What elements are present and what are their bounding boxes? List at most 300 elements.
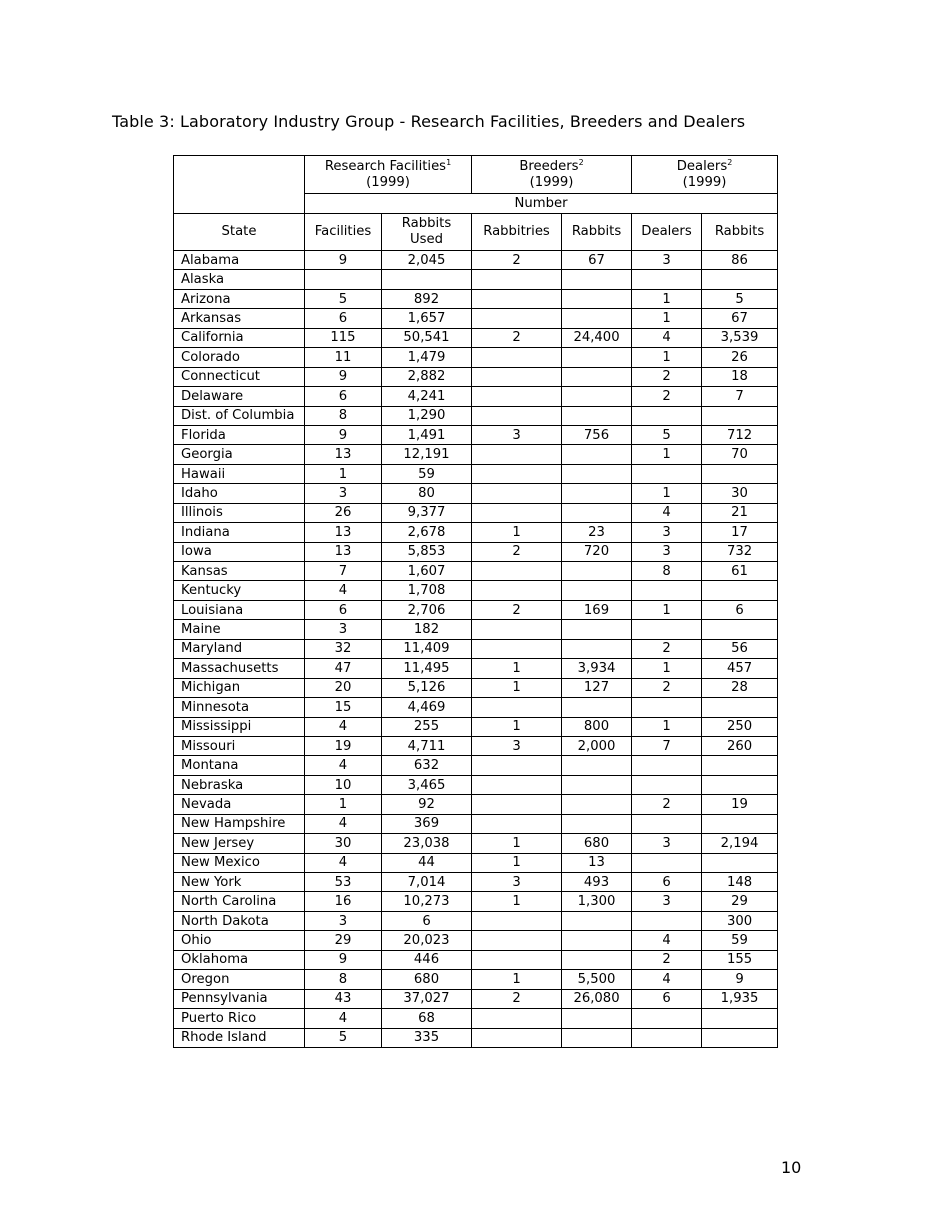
- dealer-rabbits-cell: [702, 1028, 778, 1047]
- col-header-facilities: Facilities: [305, 214, 382, 251]
- dealer-rabbits-cell: [702, 775, 778, 794]
- rabbits-used-cell: 50,541: [382, 328, 472, 347]
- rabbitries-cell: [472, 562, 562, 581]
- table-row: [174, 406, 778, 425]
- col-header-dealer-rabbits: Rabbits: [702, 214, 778, 251]
- rabbitries-cell: [472, 406, 562, 425]
- table-row: [174, 251, 778, 270]
- dealers-cell: 1: [632, 309, 702, 328]
- dealer-rabbits-cell: [702, 853, 778, 872]
- state-cell: Minnesota: [174, 698, 305, 717]
- dealers-cell: [632, 270, 702, 289]
- group-dealers: Dealers$^2$ (1999): [632, 156, 778, 194]
- facilities-cell: 3: [305, 911, 382, 930]
- dealer-rabbits-cell: 28: [702, 678, 778, 697]
- page-number: 10: [781, 1158, 802, 1177]
- rabbits-used-cell: 182: [382, 620, 472, 639]
- lab-industry-table: [173, 155, 778, 1048]
- breeder-rabbits-cell: 720: [562, 542, 632, 561]
- rabbitries-cell: [472, 581, 562, 600]
- rabbits-used-cell: 10,273: [382, 892, 472, 911]
- table-row: [174, 348, 778, 367]
- dealers-cell: 6: [632, 873, 702, 892]
- breeder-rabbits-cell: 756: [562, 425, 632, 444]
- rabbitries-cell: [472, 639, 562, 658]
- facilities-cell: 3: [305, 620, 382, 639]
- breeder-rabbits-cell: [562, 464, 632, 483]
- dealers-cell: [632, 406, 702, 425]
- rabbits-used-cell: 255: [382, 717, 472, 736]
- table-row: [174, 523, 778, 542]
- facilities-cell: 9: [305, 950, 382, 969]
- state-cell: New Jersey: [174, 834, 305, 853]
- facilities-cell: 13: [305, 542, 382, 561]
- facilities-cell: 13: [305, 445, 382, 464]
- rabbits-used-cell: 2,678: [382, 523, 472, 542]
- breeder-rabbits-cell: 1,300: [562, 892, 632, 911]
- dealers-cell: 1: [632, 659, 702, 678]
- dealer-rabbits-cell: 5: [702, 289, 778, 308]
- rabbits-used-cell: 92: [382, 795, 472, 814]
- dealer-rabbits-cell: 6: [702, 600, 778, 619]
- breeder-rabbits-cell: [562, 406, 632, 425]
- dealers-cell: [632, 756, 702, 775]
- state-cell: Georgia: [174, 445, 305, 464]
- dealers-cell: 3: [632, 523, 702, 542]
- table-row: [174, 814, 778, 833]
- dealer-rabbits-cell: 86: [702, 251, 778, 270]
- col-header-rabbitries: Rabbitries: [472, 214, 562, 251]
- rabbitries-cell: [472, 950, 562, 969]
- breeder-rabbits-cell: 23: [562, 523, 632, 542]
- dealer-rabbits-cell: 712: [702, 425, 778, 444]
- state-cell: North Dakota: [174, 911, 305, 930]
- dealer-rabbits-cell: 17: [702, 523, 778, 542]
- table-row: [174, 911, 778, 930]
- facilities-cell: 3: [305, 484, 382, 503]
- breeder-rabbits-cell: 169: [562, 600, 632, 619]
- dealers-cell: [632, 1009, 702, 1028]
- breeder-rabbits-cell: 127: [562, 678, 632, 697]
- dealer-rabbits-cell: [702, 581, 778, 600]
- breeder-rabbits-cell: 3,934: [562, 659, 632, 678]
- facilities-cell: 4: [305, 717, 382, 736]
- facilities-cell: [305, 270, 382, 289]
- rabbits-used-cell: 20,023: [382, 931, 472, 950]
- rabbitries-cell: [472, 911, 562, 930]
- dealer-rabbits-cell: 19: [702, 795, 778, 814]
- state-cell: New Mexico: [174, 853, 305, 872]
- state-cell: Massachusetts: [174, 659, 305, 678]
- rabbits-used-cell: 7,014: [382, 873, 472, 892]
- rabbits-used-cell: 335: [382, 1028, 472, 1047]
- state-cell: Kansas: [174, 562, 305, 581]
- table-row: [174, 387, 778, 406]
- dealer-rabbits-cell: 26: [702, 348, 778, 367]
- state-cell: Missouri: [174, 736, 305, 755]
- state-cell: Kentucky: [174, 581, 305, 600]
- facilities-cell: 29: [305, 931, 382, 950]
- table-row: [174, 270, 778, 289]
- state-cell: Alabama: [174, 251, 305, 270]
- dealers-cell: 1: [632, 484, 702, 503]
- table-row: [174, 620, 778, 639]
- state-cell: Maryland: [174, 639, 305, 658]
- rabbits-used-cell: 446: [382, 950, 472, 969]
- dealers-cell: 4: [632, 503, 702, 522]
- rabbitries-cell: 1: [472, 892, 562, 911]
- rabbitries-cell: 2: [472, 600, 562, 619]
- dealers-cell: [632, 620, 702, 639]
- dealer-rabbits-cell: 56: [702, 639, 778, 658]
- state-cell: Hawaii: [174, 464, 305, 483]
- rabbits-used-cell: 11,409: [382, 639, 472, 658]
- rabbits-used-cell: 369: [382, 814, 472, 833]
- state-cell: Florida: [174, 425, 305, 444]
- breeder-rabbits-cell: [562, 503, 632, 522]
- rabbitries-cell: 2: [472, 251, 562, 270]
- col-header-breeder-rabbits: Rabbits: [562, 214, 632, 251]
- dealer-rabbits-cell: 1,935: [702, 989, 778, 1008]
- dealers-cell: [632, 581, 702, 600]
- facilities-cell: 7: [305, 562, 382, 581]
- dealers-cell: [632, 698, 702, 717]
- rabbits-used-cell: 1,491: [382, 425, 472, 444]
- breeder-rabbits-cell: [562, 367, 632, 386]
- dealers-cell: 1: [632, 600, 702, 619]
- facilities-cell: 19: [305, 736, 382, 755]
- facilities-cell: 13: [305, 523, 382, 542]
- table-row: [174, 445, 778, 464]
- rabbits-used-cell: 3,465: [382, 775, 472, 794]
- facilities-cell: 1: [305, 795, 382, 814]
- table-row: [174, 931, 778, 950]
- facilities-cell: 6: [305, 387, 382, 406]
- state-cell: California: [174, 328, 305, 347]
- facilities-cell: 1: [305, 464, 382, 483]
- rabbitries-cell: 2: [472, 989, 562, 1008]
- dealer-rabbits-cell: 70: [702, 445, 778, 464]
- state-cell: Connecticut: [174, 367, 305, 386]
- rabbitries-cell: 1: [472, 853, 562, 872]
- rabbitries-cell: [472, 348, 562, 367]
- table-row: [174, 775, 778, 794]
- rabbits-used-cell: 2,882: [382, 367, 472, 386]
- table-row: [174, 581, 778, 600]
- rabbits-used-cell: 12,191: [382, 445, 472, 464]
- dealer-rabbits-cell: 260: [702, 736, 778, 755]
- dealers-cell: [632, 775, 702, 794]
- rabbitries-cell: 1: [472, 717, 562, 736]
- breeder-rabbits-cell: [562, 931, 632, 950]
- breeder-rabbits-cell: 800: [562, 717, 632, 736]
- state-cell: Arizona: [174, 289, 305, 308]
- rabbits-used-cell: 5,126: [382, 678, 472, 697]
- rabbitries-cell: [472, 387, 562, 406]
- table-row: [174, 795, 778, 814]
- breeder-rabbits-cell: [562, 387, 632, 406]
- table-row: [174, 464, 778, 483]
- rabbits-used-cell: 44: [382, 853, 472, 872]
- rabbits-used-cell: 1,607: [382, 562, 472, 581]
- group-header-row: [174, 156, 778, 194]
- state-cell: Illinois: [174, 503, 305, 522]
- rabbits-used-cell: 11,495: [382, 659, 472, 678]
- rabbits-used-cell: 1,657: [382, 309, 472, 328]
- table-row: [174, 678, 778, 697]
- state-cell: Louisiana: [174, 600, 305, 619]
- table-row: [174, 736, 778, 755]
- dealer-rabbits-cell: [702, 756, 778, 775]
- rabbits-used-cell: 37,027: [382, 989, 472, 1008]
- breeder-rabbits-cell: 26,080: [562, 989, 632, 1008]
- dealer-rabbits-cell: 155: [702, 950, 778, 969]
- dealer-rabbits-cell: 67: [702, 309, 778, 328]
- table-row: [174, 542, 778, 561]
- dealers-cell: 3: [632, 892, 702, 911]
- rabbits-used-cell: 4,241: [382, 387, 472, 406]
- breeder-rabbits-cell: [562, 775, 632, 794]
- dealers-cell: 7: [632, 736, 702, 755]
- breeder-rabbits-cell: [562, 814, 632, 833]
- dealers-cell: 1: [632, 348, 702, 367]
- table-row: [174, 698, 778, 717]
- rabbitries-cell: [472, 484, 562, 503]
- table-caption: Table 3: Laboratory Industry Group - Research Facilities, Breeders and Dealers: [112, 112, 746, 131]
- breeder-rabbits-cell: [562, 270, 632, 289]
- rabbitries-cell: 3: [472, 425, 562, 444]
- rabbitries-cell: [472, 775, 562, 794]
- facilities-cell: 5: [305, 1028, 382, 1047]
- breeder-rabbits-cell: [562, 698, 632, 717]
- dealers-cell: 2: [632, 795, 702, 814]
- breeder-rabbits-cell: [562, 756, 632, 775]
- breeder-rabbits-cell: [562, 639, 632, 658]
- group-research-facilities: Research Facilities$^1$ (1999): [305, 156, 472, 194]
- col-header-state: State: [174, 214, 305, 251]
- dealers-cell: 3: [632, 542, 702, 561]
- rabbitries-cell: [472, 445, 562, 464]
- table-row: [174, 892, 778, 911]
- facilities-cell: 9: [305, 425, 382, 444]
- rabbitries-cell: 2: [472, 542, 562, 561]
- state-cell: Nevada: [174, 795, 305, 814]
- dealers-cell: 3: [632, 251, 702, 270]
- rabbits-used-cell: 1,290: [382, 406, 472, 425]
- rabbitries-cell: [472, 814, 562, 833]
- state-cell: New York: [174, 873, 305, 892]
- table-row: [174, 600, 778, 619]
- facilities-cell: 115: [305, 328, 382, 347]
- rabbitries-cell: 3: [472, 873, 562, 892]
- table-row: [174, 834, 778, 853]
- facilities-cell: 53: [305, 873, 382, 892]
- dealers-cell: 6: [632, 989, 702, 1008]
- table-row: [174, 1028, 778, 1047]
- breeder-rabbits-cell: 13: [562, 853, 632, 872]
- dealer-rabbits-cell: 457: [702, 659, 778, 678]
- breeder-rabbits-cell: [562, 1009, 632, 1028]
- facilities-cell: 10: [305, 775, 382, 794]
- table-row: [174, 289, 778, 308]
- breeder-rabbits-cell: [562, 484, 632, 503]
- rabbits-used-cell: 5,853: [382, 542, 472, 561]
- rabbits-used-cell: 1,479: [382, 348, 472, 367]
- rabbitries-cell: [472, 367, 562, 386]
- breeder-rabbits-cell: [562, 795, 632, 814]
- rabbitries-cell: [472, 309, 562, 328]
- table-row: [174, 873, 778, 892]
- state-cell: Nebraska: [174, 775, 305, 794]
- rabbitries-cell: [472, 270, 562, 289]
- blank-corner-cell: [174, 156, 305, 214]
- facilities-cell: 4: [305, 1009, 382, 1028]
- state-cell: Pennsylvania: [174, 989, 305, 1008]
- state-cell: Colorado: [174, 348, 305, 367]
- rabbits-used-cell: 2,045: [382, 251, 472, 270]
- rabbitries-cell: 2: [472, 328, 562, 347]
- facilities-cell: 15: [305, 698, 382, 717]
- dealers-cell: 4: [632, 970, 702, 989]
- rabbitries-cell: [472, 756, 562, 775]
- state-cell: Puerto Rico: [174, 1009, 305, 1028]
- rabbits-used-cell: 680: [382, 970, 472, 989]
- rabbitries-cell: [472, 620, 562, 639]
- dealer-rabbits-cell: 59: [702, 931, 778, 950]
- state-cell: Michigan: [174, 678, 305, 697]
- dealers-cell: [632, 1028, 702, 1047]
- facilities-cell: 32: [305, 639, 382, 658]
- rabbitries-cell: [472, 698, 562, 717]
- rabbitries-cell: 1: [472, 523, 562, 542]
- rabbitries-cell: [472, 503, 562, 522]
- rabbitries-cell: [472, 795, 562, 814]
- state-cell: Delaware: [174, 387, 305, 406]
- rabbitries-cell: 1: [472, 834, 562, 853]
- table-row: [174, 756, 778, 775]
- state-cell: Maine: [174, 620, 305, 639]
- rabbits-used-cell: 59: [382, 464, 472, 483]
- facilities-cell: 4: [305, 756, 382, 775]
- dealer-rabbits-cell: 9: [702, 970, 778, 989]
- dealers-cell: 2: [632, 950, 702, 969]
- table-row: [174, 950, 778, 969]
- table-row: [174, 639, 778, 658]
- table-body: [174, 251, 778, 1048]
- breeder-rabbits-cell: [562, 309, 632, 328]
- rabbitries-cell: 1: [472, 659, 562, 678]
- facilities-cell: 8: [305, 406, 382, 425]
- dealer-rabbits-cell: 61: [702, 562, 778, 581]
- rabbits-used-cell: 23,038: [382, 834, 472, 853]
- state-cell: Iowa: [174, 542, 305, 561]
- rabbits-used-cell: 632: [382, 756, 472, 775]
- rabbitries-cell: 1: [472, 678, 562, 697]
- rabbitries-cell: 3: [472, 736, 562, 755]
- dealers-cell: 5: [632, 425, 702, 444]
- dealers-cell: 2: [632, 387, 702, 406]
- breeder-rabbits-cell: [562, 445, 632, 464]
- facilities-cell: 26: [305, 503, 382, 522]
- facilities-cell: 9: [305, 367, 382, 386]
- state-cell: New Hampshire: [174, 814, 305, 833]
- dealers-cell: 1: [632, 289, 702, 308]
- table-row: [174, 1009, 778, 1028]
- breeder-rabbits-cell: 5,500: [562, 970, 632, 989]
- breeder-rabbits-cell: [562, 620, 632, 639]
- table-row: [174, 367, 778, 386]
- unit-label: Number: [305, 194, 778, 214]
- rabbitries-cell: [472, 464, 562, 483]
- col-header-dealers: Dealers: [632, 214, 702, 251]
- dealer-rabbits-cell: 250: [702, 717, 778, 736]
- breeder-rabbits-cell: [562, 950, 632, 969]
- rabbitries-cell: [472, 1009, 562, 1028]
- dealers-cell: [632, 814, 702, 833]
- rabbits-used-cell: 68: [382, 1009, 472, 1028]
- dealers-cell: 2: [632, 367, 702, 386]
- table-row: [174, 659, 778, 678]
- dealers-cell: 8: [632, 562, 702, 581]
- rabbits-used-cell: 4,469: [382, 698, 472, 717]
- dealer-rabbits-cell: [702, 698, 778, 717]
- breeder-rabbits-cell: 24,400: [562, 328, 632, 347]
- table-row: [174, 309, 778, 328]
- dealer-rabbits-cell: 148: [702, 873, 778, 892]
- dealer-rabbits-cell: 21: [702, 503, 778, 522]
- breeder-rabbits-cell: 493: [562, 873, 632, 892]
- table-row: [174, 562, 778, 581]
- breeder-rabbits-cell: 680: [562, 834, 632, 853]
- breeder-rabbits-cell: [562, 289, 632, 308]
- rabbitries-cell: [472, 931, 562, 950]
- dealers-cell: 2: [632, 639, 702, 658]
- col-header-rabbits-used: Rabbits Used: [382, 214, 472, 251]
- facilities-cell: 4: [305, 581, 382, 600]
- state-cell: Dist. of Columbia: [174, 406, 305, 425]
- table-row: [174, 425, 778, 444]
- table-row: [174, 503, 778, 522]
- dealer-rabbits-cell: 3,539: [702, 328, 778, 347]
- dealers-cell: [632, 853, 702, 872]
- dealers-cell: 1: [632, 445, 702, 464]
- state-cell: Alaska: [174, 270, 305, 289]
- facilities-cell: 6: [305, 309, 382, 328]
- facilities-cell: 6: [305, 600, 382, 619]
- dealers-cell: 2: [632, 678, 702, 697]
- breeder-rabbits-cell: 67: [562, 251, 632, 270]
- dealers-cell: 3: [632, 834, 702, 853]
- dealers-cell: 4: [632, 931, 702, 950]
- state-cell: Montana: [174, 756, 305, 775]
- table-row: [174, 853, 778, 872]
- column-header-row: [174, 214, 778, 251]
- rabbitries-cell: 1: [472, 970, 562, 989]
- rabbits-used-cell: [382, 270, 472, 289]
- dealer-rabbits-cell: 2,194: [702, 834, 778, 853]
- state-cell: Rhode Island: [174, 1028, 305, 1047]
- facilities-cell: 20: [305, 678, 382, 697]
- dealer-rabbits-cell: 30: [702, 484, 778, 503]
- facilities-cell: 8: [305, 970, 382, 989]
- dealers-cell: [632, 464, 702, 483]
- breeder-rabbits-cell: [562, 562, 632, 581]
- dealer-rabbits-cell: [702, 406, 778, 425]
- group-breeders: Breeders$^2$ (1999): [472, 156, 632, 194]
- breeder-rabbits-cell: 2,000: [562, 736, 632, 755]
- dealer-rabbits-cell: 18: [702, 367, 778, 386]
- state-cell: Indiana: [174, 523, 305, 542]
